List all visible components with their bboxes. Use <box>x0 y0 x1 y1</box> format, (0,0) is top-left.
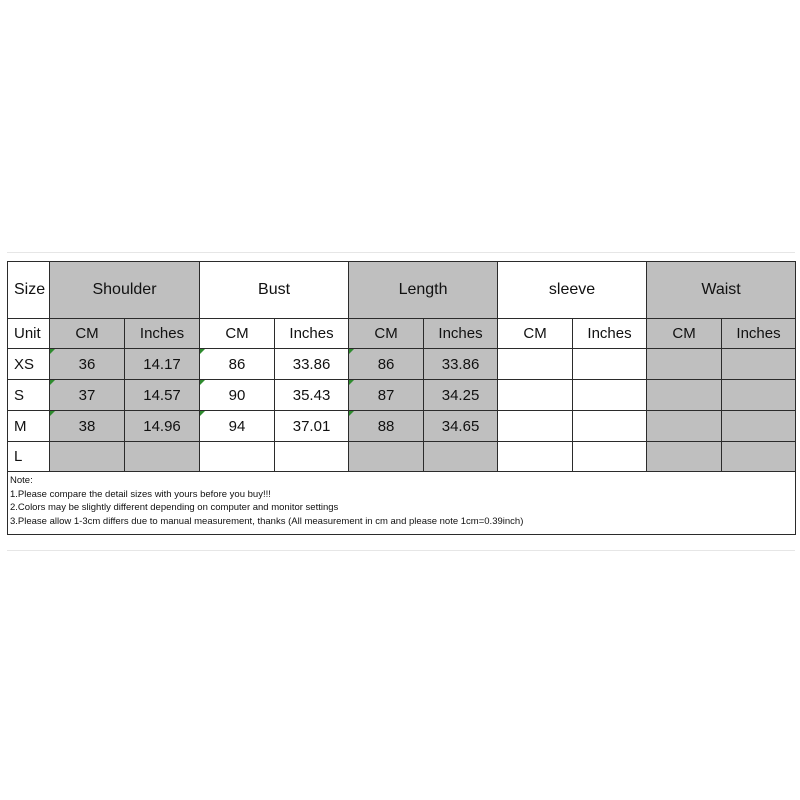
data-cell: 33.86 <box>275 349 349 380</box>
data-cell: 37 <box>50 380 125 411</box>
data-cell <box>498 411 573 442</box>
number-flag-marker <box>349 411 354 416</box>
data-cell <box>722 349 796 380</box>
data-cell <box>498 380 573 411</box>
data-cell <box>722 411 796 442</box>
data-cell: 14.96 <box>125 411 200 442</box>
data-cell: 34.65 <box>424 411 498 442</box>
data-cell: 14.57 <box>125 380 200 411</box>
data-cell: 86 <box>349 349 424 380</box>
note-line: 1.Please compare the detail sizes with yours before you buy!!! <box>10 488 271 500</box>
header-row <box>8 262 796 319</box>
sleeve-header-cell: sleeve <box>498 262 647 319</box>
gridline-top <box>7 252 795 253</box>
data-cell <box>125 442 200 472</box>
unit-label-cell: Unit <box>8 319 50 349</box>
unit-cell: Inches <box>573 319 647 349</box>
data-cell <box>647 380 722 411</box>
unit-cell: Inches <box>275 319 349 349</box>
notes-row <box>8 472 796 535</box>
data-cell <box>275 442 349 472</box>
number-flag-marker <box>200 380 205 385</box>
unit-cell: CM <box>349 319 424 349</box>
number-flag-marker <box>200 349 205 354</box>
table-row-l <box>8 442 796 472</box>
note-line: 3.Please allow 1-3cm differs due to manual measurement, thanks (All measurement in cm and please note 1cm=0.39inch) <box>10 515 524 527</box>
data-cell: 90 <box>200 380 275 411</box>
data-cell <box>573 411 647 442</box>
data-cell <box>200 442 275 472</box>
table-row-s <box>8 380 796 411</box>
data-cell <box>647 442 722 472</box>
size-cell: S <box>8 380 50 411</box>
data-cell <box>573 349 647 380</box>
length-header-cell: Length <box>349 262 498 319</box>
data-cell <box>647 349 722 380</box>
table-row-m <box>8 411 796 442</box>
data-cell: 33.86 <box>424 349 498 380</box>
unit-cell: CM <box>647 319 722 349</box>
unit-cell: CM <box>200 319 275 349</box>
number-flag-marker <box>50 380 55 385</box>
table-row-xs <box>8 349 796 380</box>
waist-header-cell: Waist <box>647 262 796 319</box>
data-cell <box>50 442 125 472</box>
number-flag-marker <box>349 349 354 354</box>
data-cell <box>498 442 573 472</box>
data-cell: 14.17 <box>125 349 200 380</box>
data-cell <box>647 411 722 442</box>
number-flag-marker <box>50 349 55 354</box>
gridline-bottom <box>7 550 795 551</box>
data-cell: 36 <box>50 349 125 380</box>
shoulder-header-cell: Shoulder <box>50 262 200 319</box>
data-cell: 88 <box>349 411 424 442</box>
unit-cell: Inches <box>125 319 200 349</box>
data-cell <box>424 442 498 472</box>
note-line: 2.Colors may be slightly different depending on computer and monitor settings <box>10 502 339 513</box>
data-cell: 94 <box>200 411 275 442</box>
size-cell: M <box>8 411 50 442</box>
data-cell <box>722 380 796 411</box>
size-header-cell: Size <box>8 262 50 319</box>
bust-header-cell: Bust <box>200 262 349 319</box>
number-flag-marker <box>200 411 205 416</box>
unit-cell: CM <box>498 319 573 349</box>
unit-cell: Inches <box>722 319 796 349</box>
unit-cell: CM <box>50 319 125 349</box>
number-flag-marker <box>349 380 354 385</box>
size-chart-table <box>7 261 796 535</box>
data-cell: 34.25 <box>424 380 498 411</box>
data-cell <box>722 442 796 472</box>
data-cell <box>498 349 573 380</box>
number-flag-marker <box>50 411 55 416</box>
data-cell: 35.43 <box>275 380 349 411</box>
data-cell <box>573 442 647 472</box>
data-cell: 37.01 <box>275 411 349 442</box>
data-cell <box>349 442 424 472</box>
data-cell: 86 <box>200 349 275 380</box>
data-cell: 87 <box>349 380 424 411</box>
unit-cell: Inches <box>424 319 498 349</box>
size-cell: XS <box>8 349 50 380</box>
unit-row <box>8 319 796 349</box>
data-cell <box>573 380 647 411</box>
notes-cell <box>8 472 796 535</box>
size-cell: L <box>8 442 50 472</box>
notes-title: Note: <box>10 475 33 486</box>
data-cell: 38 <box>50 411 125 442</box>
